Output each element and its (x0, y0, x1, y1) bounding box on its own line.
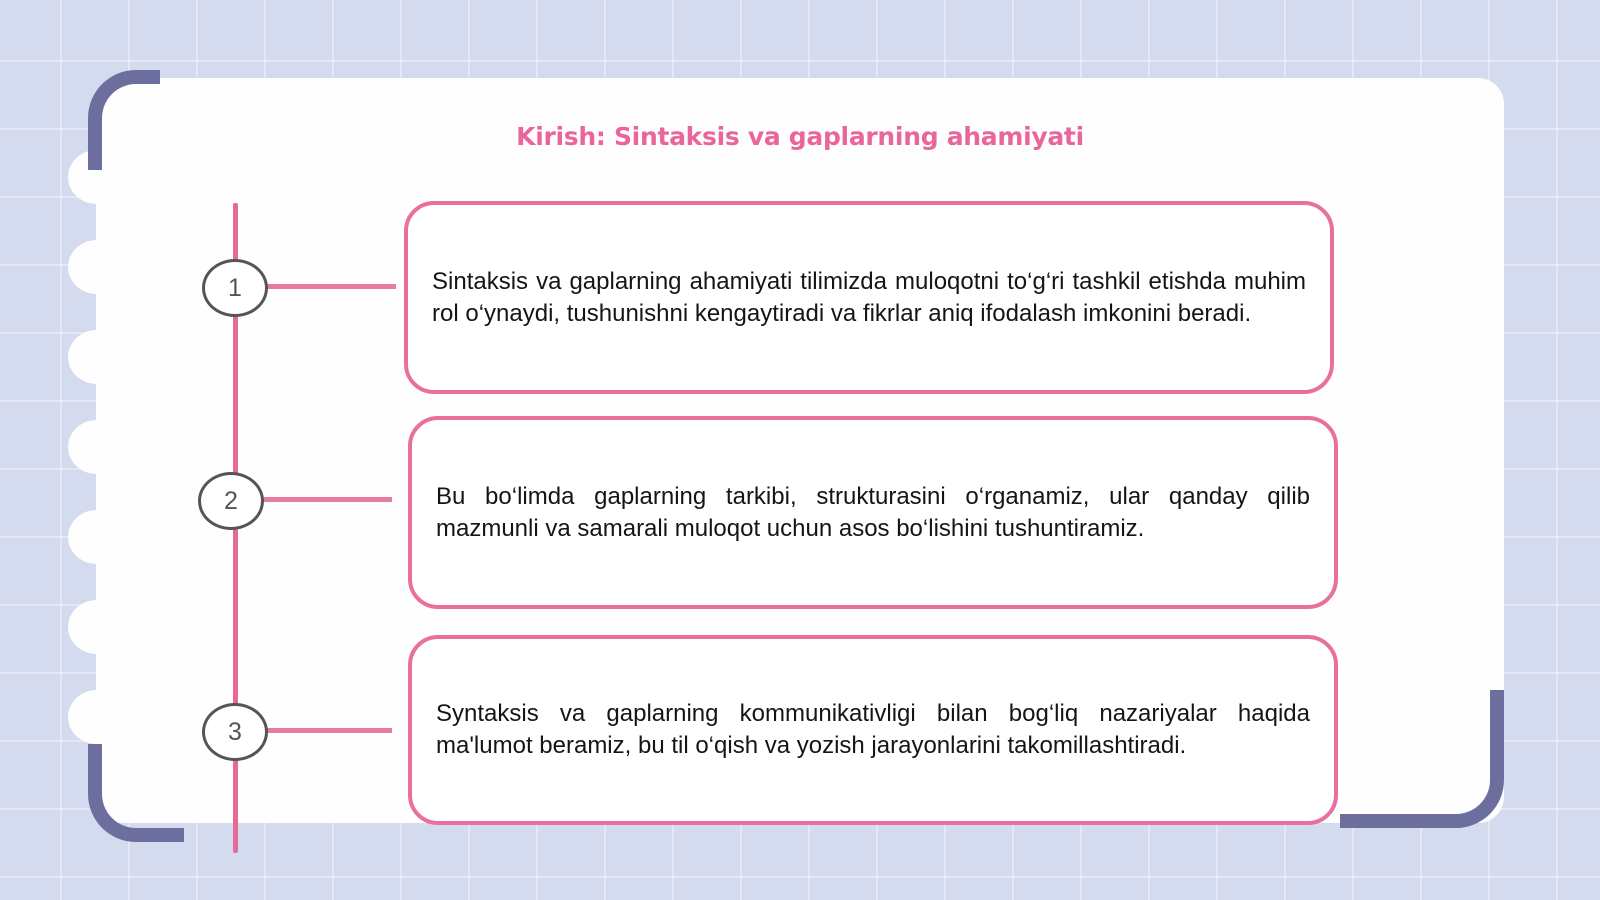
frame-corner-top-left (88, 70, 160, 170)
paper-scallop (68, 600, 126, 654)
step-number-badge: 1 (202, 259, 268, 317)
frame-corner-bottom-right (1340, 690, 1504, 828)
content-card (408, 416, 1338, 609)
content-card (408, 635, 1338, 825)
card-text: Sintaksis va gaplarning ahamiyati tilimizda muloqotni to‘g‘ri tashkil etishda muhim rol o‘ynaydi, tushunishni kengaytiradi va fikrlar aniq ifodalash imkonini beradi. (432, 267, 1306, 327)
timeline-connector (266, 284, 396, 289)
card-text: Syntaksis va gaplarning kommunikativligi bilan bog‘liq nazariyalar haqida ma'lumot beramiz, bu til o‘qish va yozish jarayonlarini takomillashtiradi. (436, 700, 1310, 759)
content-card (404, 201, 1334, 394)
timeline-connector (262, 497, 392, 502)
paper-scallop (68, 330, 126, 384)
timeline-connector (266, 728, 392, 733)
paper-scallop (68, 690, 126, 744)
paper-scallop (68, 510, 126, 564)
card-text: Bu bo‘limda gaplarning tarkibi, strukturasini o‘rganamiz, ular qanday qilib mazmunli va samarali muloqot uchun asos bo‘lishini tushuntiramiz. (436, 482, 1310, 542)
step-number-badge: 3 (202, 703, 268, 761)
step-number-badge: 2 (198, 472, 264, 530)
paper-scallop (68, 240, 126, 294)
frame-corner-bottom-left (88, 744, 184, 842)
paper-scallop (68, 420, 126, 474)
slide-title: Kirish: Sintaksis va gaplarning ahamiyati (516, 122, 1084, 151)
